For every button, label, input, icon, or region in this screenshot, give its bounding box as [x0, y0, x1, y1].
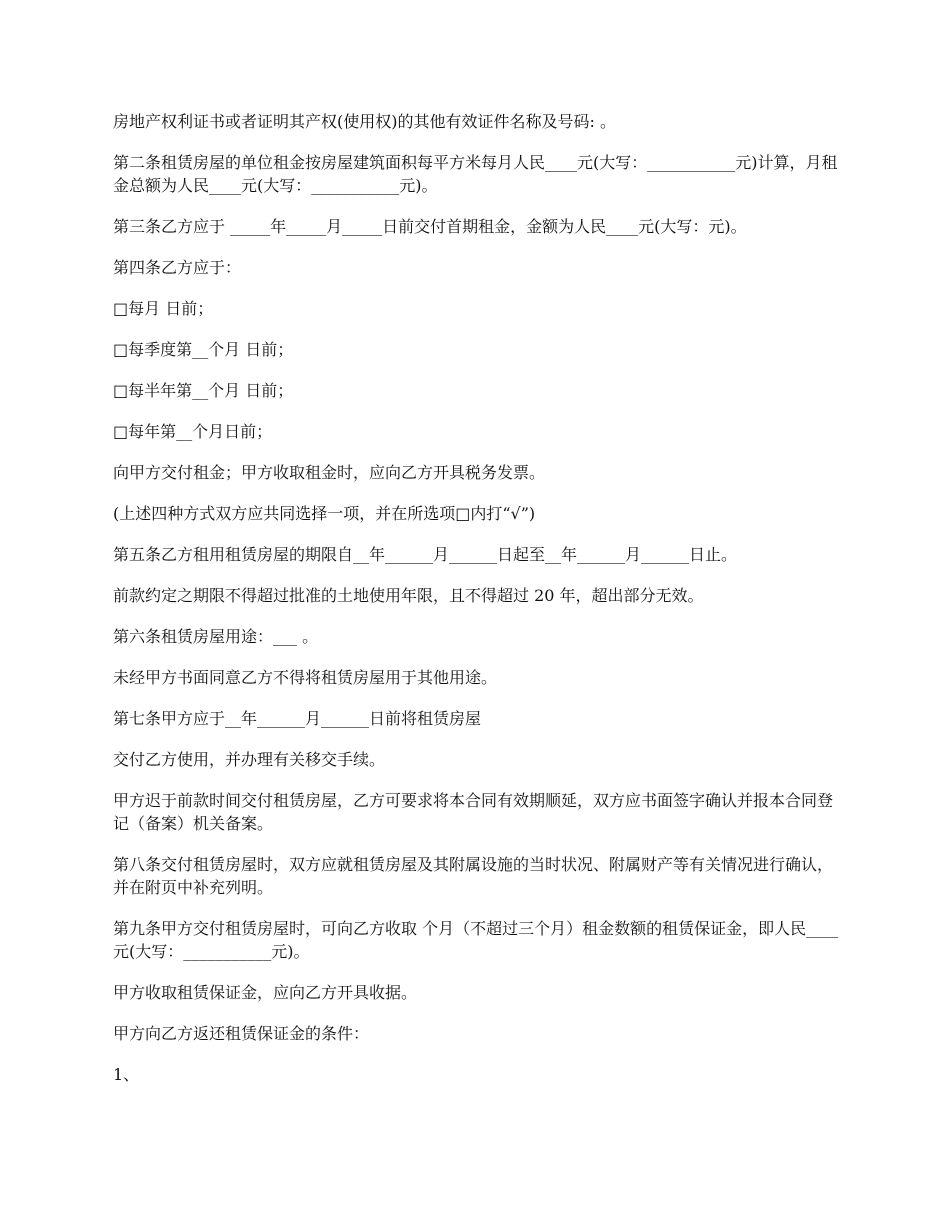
option-semiannual: □每半年第__个月 日前； — [113, 381, 294, 400]
paragraph-choose-option-note: (上述四种方式双方应共同选择一项，并在所选项□内打“√”) — [113, 504, 536, 523]
paragraph-handover: 交付乙方使用，并办理有关移交手续。 — [113, 750, 386, 769]
paragraph-late-delivery: 甲方迟于前款时间交付租赁房屋，乙方可要求将本合同有效期顺延，双方应书面签字确认并报本合同登记（备案）机关备案。 — [113, 791, 834, 833]
paragraph-article-7-delivery: 第七条甲方应于__年______月______日前将租赁房屋 — [113, 709, 482, 728]
option-quarterly: □每季度第__个月 日前； — [113, 340, 294, 359]
paragraph-article-2-rent: 第二条租赁房屋的单位租金按房屋建筑面积每平方米每月人民____元(大写：___________元)计算，月租金总额为人民____元(大写：___________元)。 — [113, 153, 838, 195]
paragraph-certificate: 房地产权利证书或者证明其产权(使用权)的其他有效证件名称及号码: 。 — [113, 112, 616, 131]
paragraph-purpose-restriction: 未经甲方书面同意乙方不得将租赁房屋用于其他用途。 — [113, 668, 498, 687]
document-page — [113, 110, 840, 1104]
list-item-1: 1、 — [113, 1065, 140, 1084]
paragraph-deposit-return-conditions: 甲方向乙方返还租赁保证金的条件： — [113, 1024, 370, 1043]
option-annual: □每年第__个月日前； — [113, 422, 273, 441]
paragraph-term-limit: 前款约定之期限不得超过批准的土地使用年限，且不得超过 20 年，超出部分无效。 — [113, 586, 704, 605]
paragraph-article-9-deposit: 第九条甲方交付租赁房屋时，可向乙方收取 个月（不超过三个月）租金数额的租赁保证金，即人民____元(大写：___________元)。 — [113, 919, 839, 961]
paragraph-article-3-first-payment: 第三条乙方应于 _____年_____月_____日前交付首期租金，金额为人民____元(大写：元)。 — [113, 217, 747, 236]
paragraph-article-5-term: 第五条乙方租用租赁房屋的期限自__年______月______日起至__年______月______日止。 — [113, 545, 738, 564]
paragraph-article-8-condition: 第八条交付租赁房屋时，双方应就租赁房屋及其附属设施的当时状况、附属财产等有关情况进行确认，并在附页中补充列明。 — [113, 855, 834, 897]
paragraph-article-4-heading: 第四条乙方应于： — [113, 258, 242, 277]
paragraph-deposit-receipt: 甲方收取租赁保证金，应向乙方开具收据。 — [113, 983, 418, 1002]
paragraph-pay-rent: 向甲方交付租金；甲方收取租金时，应向乙方开具税务发票。 — [113, 463, 546, 482]
paragraph-article-6-purpose: 第六条租赁房屋用途：___ 。 — [113, 627, 319, 646]
option-monthly: □每月 日前； — [113, 299, 214, 318]
